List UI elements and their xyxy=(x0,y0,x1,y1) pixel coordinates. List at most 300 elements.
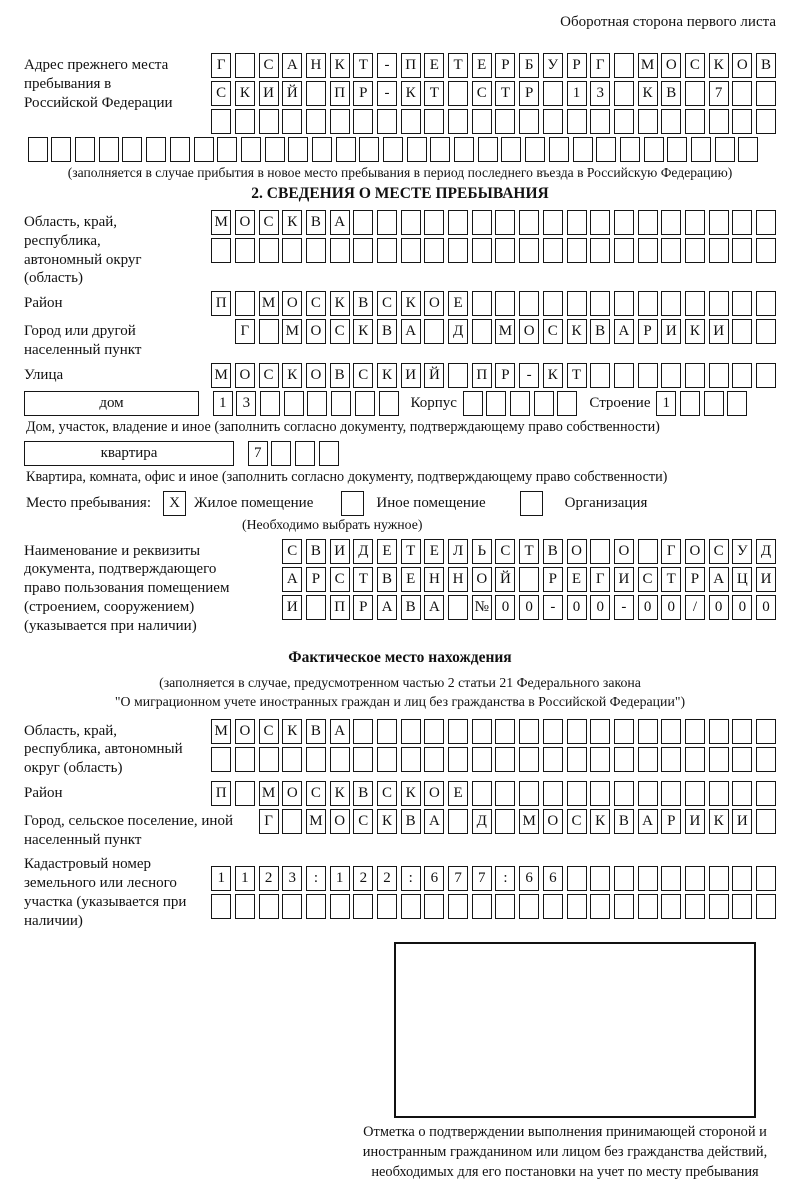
char-cell[interactable]: П xyxy=(211,781,231,806)
char-cell[interactable] xyxy=(525,137,545,162)
char-cell[interactable] xyxy=(661,238,681,263)
char-cell[interactable] xyxy=(732,81,752,106)
char-cell[interactable] xyxy=(330,747,350,772)
char-cell[interactable] xyxy=(448,81,468,106)
char-cell[interactable] xyxy=(401,238,421,263)
char-cell[interactable]: К xyxy=(330,781,350,806)
char-cell[interactable] xyxy=(614,866,634,891)
char-cell[interactable] xyxy=(567,291,587,316)
char-cell[interactable] xyxy=(495,719,515,744)
char-cell[interactable] xyxy=(756,319,776,344)
prev-address-row-3[interactable] xyxy=(208,109,777,134)
char-cell[interactable] xyxy=(685,109,705,134)
char-cell[interactable]: 1 xyxy=(330,866,350,891)
char-cell[interactable]: Н xyxy=(306,53,326,78)
char-cell[interactable] xyxy=(472,291,492,316)
char-cell[interactable]: - xyxy=(614,595,634,620)
char-cell[interactable] xyxy=(756,363,776,388)
char-cell[interactable] xyxy=(259,894,279,919)
char-cell[interactable]: 1 xyxy=(211,866,231,891)
char-cell[interactable]: В xyxy=(661,81,681,106)
char-cell[interactable] xyxy=(306,595,326,620)
char-cell[interactable]: Е xyxy=(377,539,397,564)
char-cell[interactable] xyxy=(543,894,563,919)
char-cell[interactable]: 0 xyxy=(638,595,658,620)
char-cell[interactable] xyxy=(353,894,373,919)
char-cell[interactable] xyxy=(567,747,587,772)
char-cell[interactable]: А xyxy=(614,319,634,344)
char-cell[interactable]: О xyxy=(732,53,752,78)
char-cell[interactable] xyxy=(330,238,350,263)
char-cell[interactable] xyxy=(709,238,729,263)
char-cell[interactable]: С xyxy=(377,781,397,806)
char-cell[interactable] xyxy=(377,238,397,263)
char-cell[interactable]: 7 xyxy=(448,866,468,891)
prev-address-row-2[interactable] xyxy=(208,81,777,106)
char-cell[interactable] xyxy=(661,291,681,316)
char-cell[interactable] xyxy=(732,319,752,344)
char-cell[interactable]: О xyxy=(282,291,302,316)
char-cell[interactable]: К xyxy=(401,781,421,806)
char-cell[interactable]: Г xyxy=(661,539,681,564)
char-cell[interactable] xyxy=(732,210,752,235)
char-cell[interactable]: Е xyxy=(424,53,444,78)
cadastre-row-1[interactable] xyxy=(208,866,777,891)
char-cell[interactable]: О xyxy=(424,781,444,806)
char-cell[interactable]: 0 xyxy=(756,595,776,620)
char-cell[interactable] xyxy=(732,238,752,263)
char-cell[interactable]: Т xyxy=(353,53,373,78)
char-cell[interactable] xyxy=(472,319,492,344)
char-cell[interactable]: П xyxy=(211,291,231,316)
char-cell[interactable]: В xyxy=(306,539,326,564)
char-cell[interactable]: О xyxy=(306,319,326,344)
char-cell[interactable]: 3 xyxy=(236,391,256,416)
char-cell[interactable] xyxy=(211,238,231,263)
char-cell[interactable] xyxy=(472,238,492,263)
document-row-3[interactable] xyxy=(279,595,776,620)
char-cell[interactable] xyxy=(732,291,752,316)
char-cell[interactable] xyxy=(732,894,752,919)
char-cell[interactable] xyxy=(685,291,705,316)
char-cell[interactable] xyxy=(282,894,302,919)
char-cell[interactable]: Г xyxy=(590,53,610,78)
char-cell[interactable] xyxy=(614,363,634,388)
char-cell[interactable] xyxy=(330,894,350,919)
char-cell[interactable] xyxy=(401,210,421,235)
char-cell[interactable]: Т xyxy=(519,539,539,564)
char-cell[interactable]: А xyxy=(638,809,658,834)
char-cell[interactable] xyxy=(377,719,397,744)
char-cell[interactable]: № xyxy=(472,595,492,620)
char-cell[interactable]: Е xyxy=(448,291,468,316)
char-cell[interactable]: 6 xyxy=(519,866,539,891)
char-cell[interactable]: М xyxy=(638,53,658,78)
char-cell[interactable] xyxy=(495,809,515,834)
char-cell[interactable] xyxy=(543,109,563,134)
char-cell[interactable] xyxy=(259,109,279,134)
char-cell[interactable] xyxy=(680,391,700,416)
char-cell[interactable]: М xyxy=(259,781,279,806)
char-cell[interactable] xyxy=(519,747,539,772)
char-cell[interactable] xyxy=(265,137,285,162)
char-cell[interactable] xyxy=(715,137,735,162)
char-cell[interactable] xyxy=(235,781,255,806)
char-cell[interactable]: Т xyxy=(661,567,681,592)
char-cell[interactable] xyxy=(590,747,610,772)
char-cell[interactable]: К xyxy=(235,81,255,106)
char-cell[interactable]: А xyxy=(377,595,397,620)
char-cell[interactable] xyxy=(430,137,450,162)
char-cell[interactable]: 0 xyxy=(709,595,729,620)
char-cell[interactable] xyxy=(614,719,634,744)
char-cell[interactable] xyxy=(732,719,752,744)
char-cell[interactable]: Й xyxy=(495,567,515,592)
char-cell[interactable] xyxy=(424,109,444,134)
char-cell[interactable] xyxy=(661,894,681,919)
char-cell[interactable] xyxy=(235,109,255,134)
actual-region-row-1[interactable] xyxy=(208,719,777,744)
char-cell[interactable] xyxy=(235,291,255,316)
char-cell[interactable]: А xyxy=(330,719,350,744)
char-cell[interactable] xyxy=(709,894,729,919)
char-cell[interactable] xyxy=(732,363,752,388)
char-cell[interactable] xyxy=(685,363,705,388)
char-cell[interactable] xyxy=(590,109,610,134)
char-cell[interactable]: Е xyxy=(448,781,468,806)
char-cell[interactable]: Т xyxy=(424,81,444,106)
char-cell[interactable] xyxy=(377,894,397,919)
char-cell[interactable] xyxy=(756,747,776,772)
char-cell[interactable]: И xyxy=(259,81,279,106)
apartment-cells[interactable] xyxy=(244,441,339,466)
char-cell[interactable] xyxy=(614,894,634,919)
char-cell[interactable]: Р xyxy=(543,567,563,592)
char-cell[interactable] xyxy=(567,866,587,891)
char-cell[interactable] xyxy=(211,894,231,919)
char-cell[interactable]: Р xyxy=(353,595,373,620)
char-cell[interactable]: И xyxy=(732,809,752,834)
char-cell[interactable] xyxy=(448,809,468,834)
char-cell[interactable] xyxy=(596,137,616,162)
char-cell[interactable]: И xyxy=(401,363,421,388)
char-cell[interactable]: С xyxy=(211,81,231,106)
char-cell[interactable] xyxy=(756,109,776,134)
char-cell[interactable]: 1 xyxy=(567,81,587,106)
char-cell[interactable] xyxy=(495,210,515,235)
char-cell[interactable]: Ь xyxy=(472,539,492,564)
korpus-cells[interactable] xyxy=(459,391,577,416)
char-cell[interactable] xyxy=(519,719,539,744)
char-cell[interactable]: : xyxy=(495,866,515,891)
char-cell[interactable]: 2 xyxy=(259,866,279,891)
char-cell[interactable] xyxy=(543,719,563,744)
char-cell[interactable]: Т xyxy=(495,81,515,106)
char-cell[interactable] xyxy=(543,238,563,263)
char-cell[interactable]: С xyxy=(259,210,279,235)
char-cell[interactable]: Р xyxy=(495,363,515,388)
char-cell[interactable] xyxy=(590,894,610,919)
char-cell[interactable] xyxy=(638,291,658,316)
char-cell[interactable] xyxy=(519,238,539,263)
char-cell[interactable] xyxy=(28,137,48,162)
char-cell[interactable]: К xyxy=(638,81,658,106)
char-cell[interactable]: М xyxy=(306,809,326,834)
char-cell[interactable] xyxy=(685,894,705,919)
char-cell[interactable]: 1 xyxy=(235,866,255,891)
char-cell[interactable]: М xyxy=(211,363,231,388)
char-cell[interactable]: С xyxy=(685,53,705,78)
city-row[interactable] xyxy=(231,319,776,344)
checkbox-inoe[interactable] xyxy=(341,491,364,516)
char-cell[interactable] xyxy=(472,210,492,235)
char-cell[interactable] xyxy=(478,137,498,162)
char-cell[interactable] xyxy=(424,210,444,235)
char-cell[interactable] xyxy=(454,137,474,162)
char-cell[interactable] xyxy=(620,137,640,162)
char-cell[interactable] xyxy=(472,747,492,772)
char-cell[interactable]: О xyxy=(235,719,255,744)
char-cell[interactable] xyxy=(519,567,539,592)
char-cell[interactable] xyxy=(122,137,142,162)
char-cell[interactable]: Д xyxy=(448,319,468,344)
char-cell[interactable]: 1 xyxy=(656,391,676,416)
char-cell[interactable] xyxy=(501,137,521,162)
char-cell[interactable] xyxy=(614,53,634,78)
char-cell[interactable]: О xyxy=(472,567,492,592)
char-cell[interactable] xyxy=(709,291,729,316)
char-cell[interactable]: О xyxy=(685,539,705,564)
char-cell[interactable]: П xyxy=(330,595,350,620)
char-cell[interactable] xyxy=(732,866,752,891)
char-cell[interactable] xyxy=(661,363,681,388)
char-cell[interactable] xyxy=(567,109,587,134)
char-cell[interactable] xyxy=(495,238,515,263)
char-cell[interactable]: С xyxy=(353,363,373,388)
char-cell[interactable] xyxy=(448,747,468,772)
char-cell[interactable]: В xyxy=(353,291,373,316)
char-cell[interactable]: И xyxy=(614,567,634,592)
char-cell[interactable] xyxy=(235,747,255,772)
char-cell[interactable]: А xyxy=(282,53,302,78)
char-cell[interactable] xyxy=(486,391,506,416)
char-cell[interactable] xyxy=(543,781,563,806)
char-cell[interactable] xyxy=(709,363,729,388)
char-cell[interactable] xyxy=(259,319,279,344)
char-cell[interactable]: М xyxy=(282,319,302,344)
char-cell[interactable] xyxy=(495,291,515,316)
char-cell[interactable]: С xyxy=(638,567,658,592)
char-cell[interactable]: Й xyxy=(424,363,444,388)
char-cell[interactable]: 1 xyxy=(213,391,233,416)
char-cell[interactable] xyxy=(472,719,492,744)
char-cell[interactable] xyxy=(756,781,776,806)
char-cell[interactable]: М xyxy=(259,291,279,316)
char-cell[interactable]: А xyxy=(709,567,729,592)
char-cell[interactable] xyxy=(355,391,375,416)
char-cell[interactable]: С xyxy=(709,539,729,564)
char-cell[interactable] xyxy=(306,109,326,134)
char-cell[interactable]: К xyxy=(401,81,421,106)
char-cell[interactable] xyxy=(661,747,681,772)
char-cell[interactable]: А xyxy=(401,319,421,344)
char-cell[interactable] xyxy=(549,137,569,162)
char-cell[interactable] xyxy=(377,210,397,235)
char-cell[interactable] xyxy=(353,210,373,235)
char-cell[interactable]: Д xyxy=(756,539,776,564)
prev-address-row-4[interactable] xyxy=(24,137,776,162)
char-cell[interactable] xyxy=(331,391,351,416)
char-cell[interactable] xyxy=(709,781,729,806)
actual-district-row[interactable] xyxy=(208,781,777,806)
char-cell[interactable] xyxy=(638,747,658,772)
char-cell[interactable]: Р xyxy=(685,567,705,592)
char-cell[interactable] xyxy=(259,238,279,263)
char-cell[interactable]: Ц xyxy=(732,567,752,592)
char-cell[interactable]: М xyxy=(211,719,231,744)
char-cell[interactable]: Е xyxy=(472,53,492,78)
char-cell[interactable]: А xyxy=(330,210,350,235)
char-cell[interactable] xyxy=(727,391,747,416)
char-cell[interactable] xyxy=(472,781,492,806)
char-cell[interactable]: 0 xyxy=(590,595,610,620)
char-cell[interactable]: А xyxy=(282,567,302,592)
char-cell[interactable]: О xyxy=(282,781,302,806)
char-cell[interactable] xyxy=(519,109,539,134)
char-cell[interactable]: Р xyxy=(306,567,326,592)
char-cell[interactable]: К xyxy=(282,210,302,235)
char-cell[interactable] xyxy=(235,53,255,78)
actual-region-row-2[interactable] xyxy=(208,747,777,772)
char-cell[interactable] xyxy=(424,719,444,744)
char-cell[interactable]: Е xyxy=(424,539,444,564)
char-cell[interactable]: В xyxy=(614,809,634,834)
char-cell[interactable]: 7 xyxy=(709,81,729,106)
char-cell[interactable]: 0 xyxy=(519,595,539,620)
street-row[interactable] xyxy=(208,363,777,388)
char-cell[interactable]: И xyxy=(709,319,729,344)
char-cell[interactable] xyxy=(590,210,610,235)
char-cell[interactable]: : xyxy=(306,866,326,891)
char-cell[interactable]: - xyxy=(519,363,539,388)
char-cell[interactable] xyxy=(567,894,587,919)
house-number-cells[interactable] xyxy=(209,391,399,416)
char-cell[interactable] xyxy=(567,238,587,263)
char-cell[interactable] xyxy=(401,109,421,134)
char-cell[interactable] xyxy=(235,238,255,263)
char-cell[interactable] xyxy=(614,747,634,772)
char-cell[interactable]: Р xyxy=(519,81,539,106)
char-cell[interactable] xyxy=(519,291,539,316)
char-cell[interactable]: У xyxy=(543,53,563,78)
char-cell[interactable]: 0 xyxy=(732,595,752,620)
char-cell[interactable]: В xyxy=(377,319,397,344)
char-cell[interactable]: С xyxy=(306,781,326,806)
char-cell[interactable] xyxy=(448,894,468,919)
prev-address-row-1[interactable] xyxy=(208,53,777,78)
char-cell[interactable] xyxy=(557,391,577,416)
char-cell[interactable] xyxy=(424,747,444,772)
char-cell[interactable]: О xyxy=(330,809,350,834)
char-cell[interactable] xyxy=(282,747,302,772)
char-cell[interactable] xyxy=(590,781,610,806)
char-cell[interactable]: В xyxy=(590,319,610,344)
char-cell[interactable]: Г xyxy=(235,319,255,344)
char-cell[interactable]: С xyxy=(259,53,279,78)
char-cell[interactable]: О xyxy=(235,210,255,235)
char-cell[interactable]: Г xyxy=(259,809,279,834)
char-cell[interactable] xyxy=(306,238,326,263)
char-cell[interactable]: Е xyxy=(401,567,421,592)
char-cell[interactable] xyxy=(661,719,681,744)
char-cell[interactable] xyxy=(495,109,515,134)
char-cell[interactable] xyxy=(211,109,231,134)
char-cell[interactable]: К xyxy=(330,53,350,78)
char-cell[interactable] xyxy=(353,719,373,744)
char-cell[interactable] xyxy=(709,210,729,235)
char-cell[interactable]: К xyxy=(377,363,397,388)
char-cell[interactable]: К xyxy=(567,319,587,344)
char-cell[interactable]: 0 xyxy=(661,595,681,620)
char-cell[interactable]: В xyxy=(330,363,350,388)
char-cell[interactable]: К xyxy=(353,319,373,344)
cadastre-row-2[interactable] xyxy=(208,894,777,919)
char-cell[interactable] xyxy=(99,137,119,162)
char-cell[interactable]: О xyxy=(306,363,326,388)
char-cell[interactable]: С xyxy=(330,567,350,592)
char-cell[interactable]: К xyxy=(282,363,302,388)
char-cell[interactable] xyxy=(709,719,729,744)
char-cell[interactable]: В xyxy=(353,781,373,806)
char-cell[interactable]: Р xyxy=(661,809,681,834)
char-cell[interactable]: П xyxy=(401,53,421,78)
char-cell[interactable]: Г xyxy=(590,567,610,592)
char-cell[interactable] xyxy=(614,210,634,235)
char-cell[interactable] xyxy=(614,238,634,263)
char-cell[interactable]: Л xyxy=(448,539,468,564)
char-cell[interactable]: Т xyxy=(401,539,421,564)
char-cell[interactable]: О xyxy=(235,363,255,388)
char-cell[interactable]: 7 xyxy=(248,441,268,466)
char-cell[interactable]: В xyxy=(401,595,421,620)
char-cell[interactable] xyxy=(685,719,705,744)
char-cell[interactable]: С xyxy=(495,539,515,564)
char-cell[interactable]: О xyxy=(543,809,563,834)
char-cell[interactable]: К xyxy=(401,291,421,316)
char-cell[interactable] xyxy=(567,781,587,806)
char-cell[interactable] xyxy=(756,719,776,744)
char-cell[interactable] xyxy=(306,894,326,919)
char-cell[interactable]: К xyxy=(590,809,610,834)
char-cell[interactable] xyxy=(448,210,468,235)
char-cell[interactable] xyxy=(709,747,729,772)
char-cell[interactable] xyxy=(638,894,658,919)
char-cell[interactable] xyxy=(424,238,444,263)
char-cell[interactable]: : xyxy=(401,866,421,891)
char-cell[interactable]: В xyxy=(306,210,326,235)
char-cell[interactable] xyxy=(732,109,752,134)
char-cell[interactable]: И xyxy=(661,319,681,344)
char-cell[interactable]: 0 xyxy=(495,595,515,620)
char-cell[interactable] xyxy=(194,137,214,162)
char-cell[interactable]: К xyxy=(543,363,563,388)
char-cell[interactable]: К xyxy=(282,719,302,744)
char-cell[interactable] xyxy=(756,81,776,106)
char-cell[interactable] xyxy=(567,210,587,235)
char-cell[interactable] xyxy=(732,781,752,806)
actual-city-row[interactable] xyxy=(255,809,776,834)
char-cell[interactable] xyxy=(284,391,304,416)
